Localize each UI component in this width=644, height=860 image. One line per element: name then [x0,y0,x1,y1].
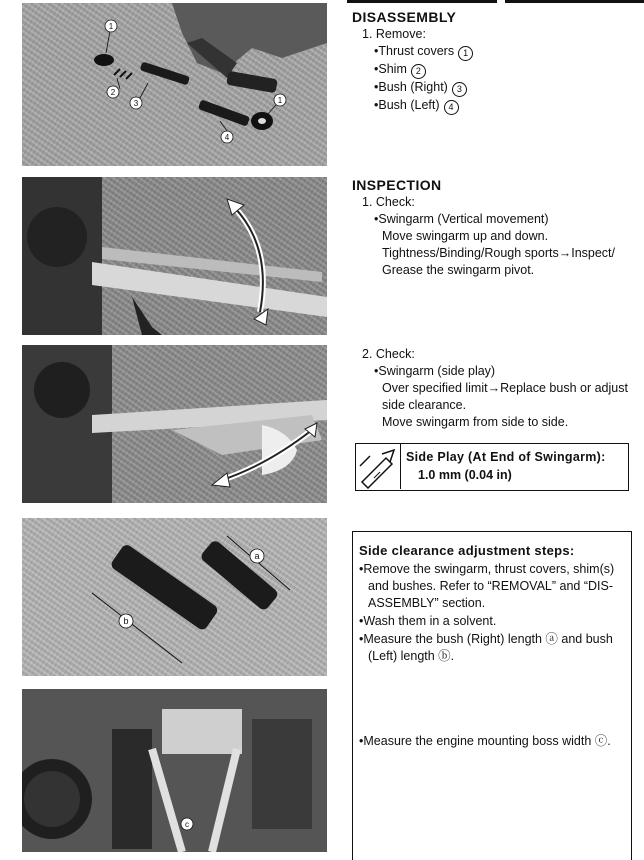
engine-boss-photo [22,689,327,852]
photo-label-1b: 1 [277,96,283,105]
bushes-measure-drawing [22,518,327,676]
sideplay-section [352,346,628,431]
swingarm-vertical-drawing [22,177,327,335]
sideplay-item: •Swingarm (side play) [374,364,496,378]
disassembly-photo [22,3,327,166]
item-number: 4 [444,100,459,115]
sideplay-line: side clearance. [382,398,467,412]
photo-label-c: c [185,820,189,829]
spec-title: Side Play (At End of Swingarm): [406,450,606,464]
remove-item-label: •Bush (Right) [374,80,448,94]
photo-label-3: 3 [133,99,139,108]
bushes-measure-photo [22,518,327,676]
remove-item-label: •Thrust covers [374,44,455,58]
adjustment-step: •Measure the bush (Right) length ⓐ and bush (Left) length ⓑ. [359,632,613,663]
photo-label-1a: 1 [108,22,114,31]
item-number: 3 [452,82,467,97]
remove-item [352,97,473,115]
adjustment-steps-box [352,531,632,860]
item-number: 1 [458,46,473,61]
inspection-line: Tightness/Binding/Rough sports→Inspect/ [382,246,615,260]
remove-item [352,43,473,61]
adjustment-step: •Wash them in a solvent. [359,614,497,628]
adjustment-title: Side clearance adjustment steps: [359,543,575,558]
remove-item [352,61,473,79]
inspection-line: Grease the swingarm pivot. [382,263,535,277]
disassembly-photo-drawing [22,3,327,166]
sideplay-line: Move swingarm from side to side. [382,415,569,429]
header-tab-bar-right [505,0,644,3]
photo-label-4: 4 [224,133,230,142]
remove-item-label: •Bush (Left) [374,98,440,112]
header-rule [347,0,644,4]
swingarm-sideplay-drawing [22,345,327,503]
swingarm-sideplay-photo [22,345,327,503]
adjustment-step: •Remove the swingarm, thrust covers, shim(s) and bushes. Refer to “REMOVAL” and “DIS-ASSEMBLY” section. [359,562,615,610]
inspection-step: 1. Check: [362,195,415,209]
remove-item-label: •Shim [374,62,407,76]
photo-label-2: 2 [110,88,116,97]
header-tab-bar-left [347,0,497,3]
inspection-line: Move swingarm up and down. [382,229,549,243]
inspection-heading: INSPECTION [352,177,442,193]
item-number: 2 [411,64,426,79]
sideplay-step: 2. Check: [362,347,415,361]
disassembly-section [352,9,473,115]
remove-item [352,79,473,97]
disassembly-step: 1. Remove: [362,27,426,41]
adjustment-step: •Measure the engine mounting boss width ⓒ. [359,734,611,748]
spec-box [355,443,629,491]
photo-label-b: b [123,616,129,626]
swingarm-vertical-photo [22,177,327,335]
engine-boss-drawing [22,689,327,852]
photo-label-a: a [254,551,260,561]
inspection-item: •Swingarm (Vertical movement) [374,212,549,226]
spec-value: 1.0 mm (0.04 in) [418,468,512,482]
inspection-section [352,177,615,279]
disassembly-heading: DISASSEMBLY [352,9,457,25]
sideplay-line: Over specified limit→Replace bush or adjust [382,381,628,395]
caliper-icon [356,444,401,489]
